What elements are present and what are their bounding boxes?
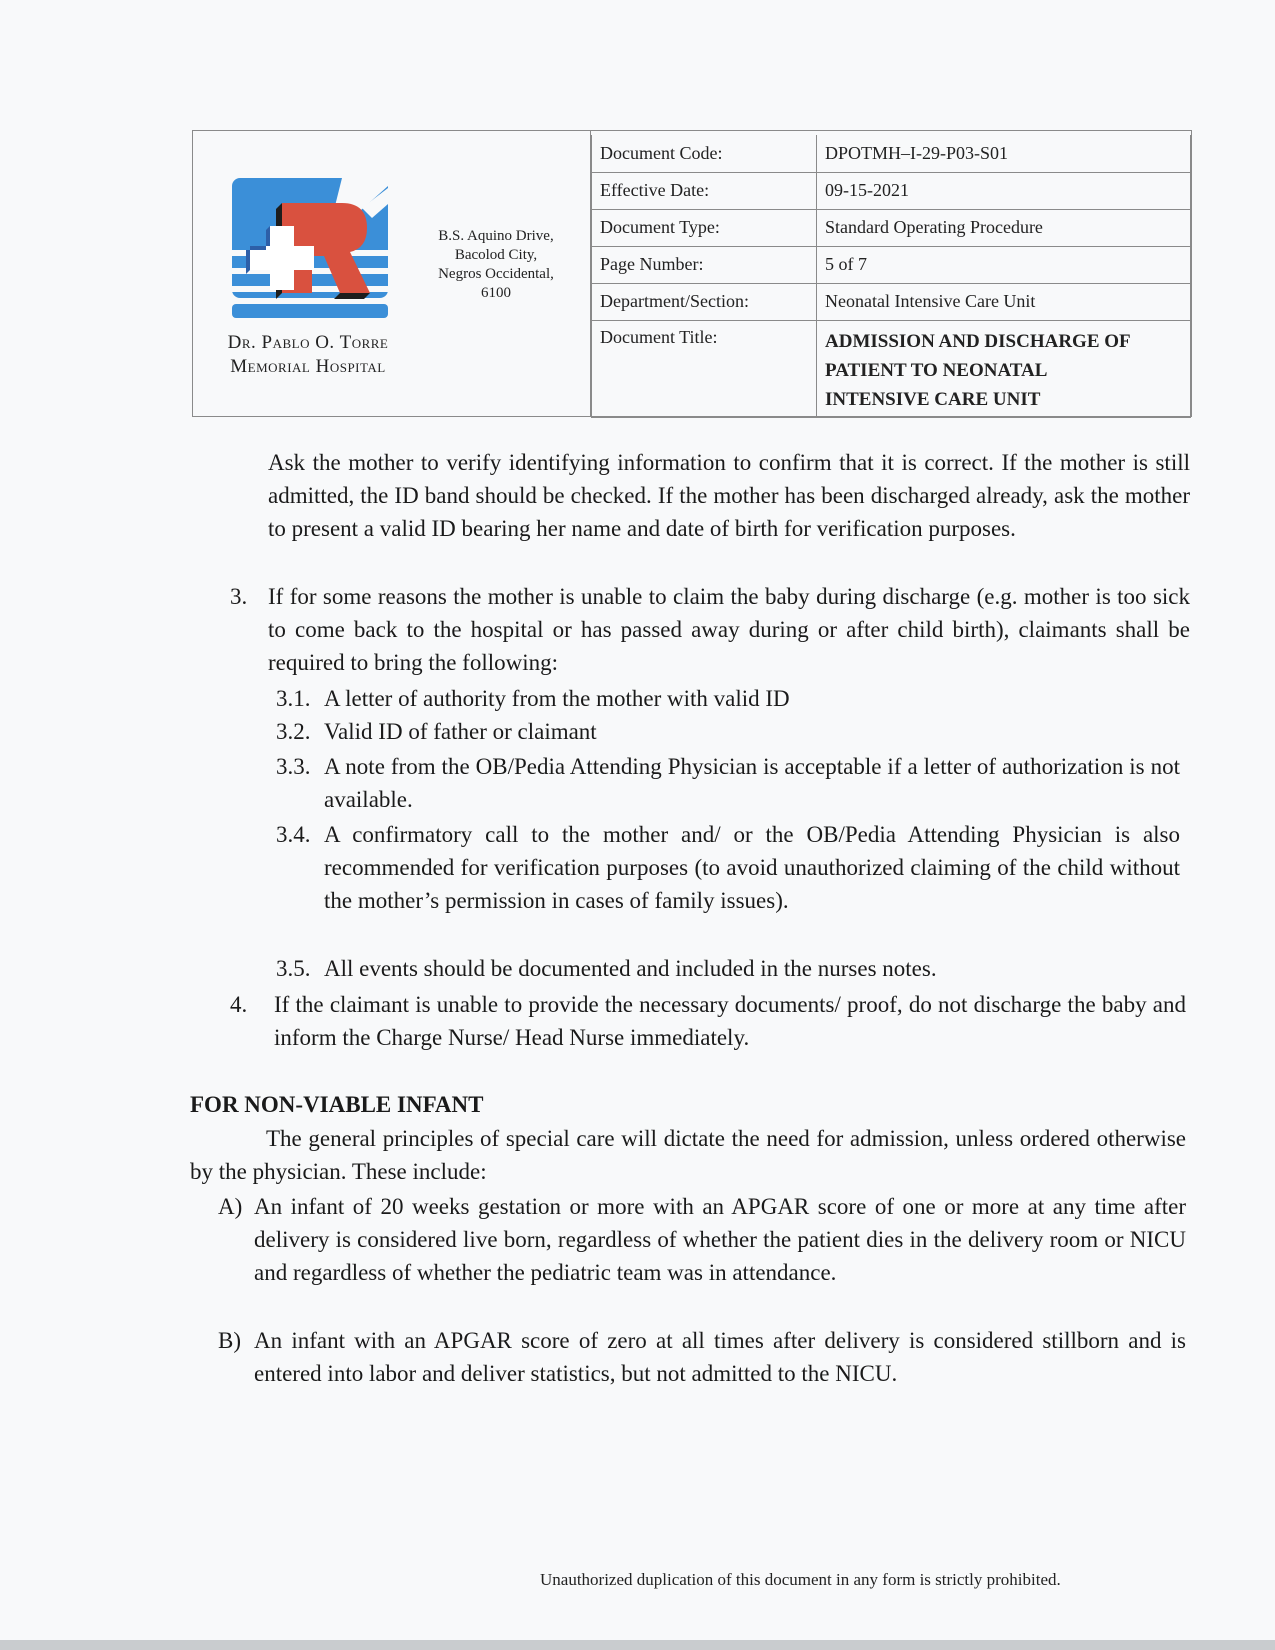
sublist-item: All events should be documented and included in the nurses notes. [324, 956, 937, 981]
sublist-item: Valid ID of father or claimant [324, 719, 597, 744]
meta-row-effective-date [592, 172, 1191, 209]
hospital-name-line1: Dr. Pablo O. Torre [227, 332, 389, 353]
meta-label: Department/Section: [592, 283, 817, 320]
document-type-value: Standard Operating Procedure [817, 209, 1191, 246]
title-line: INTENSIVE CARE UNIT [825, 388, 1041, 410]
list-item-4: If the claimant is unable to provide the necessary documents/ proof, do not discharge the baby and inform the Charge Nurse/ Head Nurse immediately. [274, 992, 1186, 1050]
address-line: Bacolod City, [454, 247, 538, 263]
meta-row-department [592, 283, 1191, 320]
meta-row-document-type [592, 209, 1191, 246]
section-item-label: A) [218, 1194, 243, 1219]
meta-row-document-code [592, 135, 1191, 172]
meta-row-page-number [592, 246, 1191, 283]
meta-label: Effective Date: [592, 172, 817, 209]
address-line: B.S. Aquino Drive, [438, 228, 554, 244]
document-code-value: DPOTMH–I-29-P03-S01 [817, 135, 1191, 172]
sublist-item: A confirmatory call to the mother and/ or the OB/Pedia Attending Physician is also recommended for verification purposes (to avoid unauthorized claiming of the child without the mother’s permission in cases of family issues). [324, 822, 1180, 913]
hospital-address [421, 227, 571, 303]
sublist-item: A note from the OB/Pedia Attending Physician is acceptable if a letter of authorization is not available. [324, 754, 1180, 812]
document-header [192, 130, 1192, 417]
footer-notice: Unauthorized duplication of this document in any form is strictly prohibited. [540, 1570, 1061, 1589]
sublist-number: 3.3. [276, 754, 311, 779]
effective-date-value: 09-15-2021 [817, 172, 1191, 209]
hospital-name [193, 331, 423, 379]
page-edge [0, 1640, 1275, 1650]
sublist-number: 3.2. [276, 719, 311, 744]
document-title-value [817, 320, 1191, 417]
logo-cell [193, 131, 591, 416]
sublist-number: 3.1. [276, 686, 311, 711]
sublist-item: A letter of authority from the mother with valid ID [324, 686, 790, 711]
address-line: Negros Occidental, [438, 266, 554, 282]
hospital-logo-cross-r-icon [232, 178, 388, 330]
meta-label: Page Number: [592, 246, 817, 283]
title-line: PATIENT TO NEONATAL [825, 359, 1048, 381]
sublist-number: 3.4. [276, 822, 311, 847]
list-item-3: If for some reasons the mother is unable to claim the baby during discharge (e.g. mother is too sick to come back to the hospital or has passed away during or after child birth), claimants shall be required to bring the following: [268, 584, 1190, 675]
meta-label: Document Type: [592, 209, 817, 246]
section-item-b: An infant with an APGAR score of zero at all times after delivery is considered stillborn and is entered into labor and deliver statistics, but not admitted to the NICU. [254, 1328, 1186, 1386]
list-number: 4. [230, 992, 248, 1017]
intro-paragraph: Ask the mother to verify identifying information to confirm that it is correct. If the mother is still admitted, the ID band should be checked. If the mother has been discharged already, ask the mother to present a valid ID bearing her name and date of birth for verification purposes. [268, 450, 1190, 541]
section-item-a: An infant of 20 weeks gestation or more with an APGAR score of one or more at any time after delivery is considered live born, regardless of whether the patient dies in the delivery room or NICU and regardless of whether the pediatric team was in attendance. [254, 1194, 1186, 1285]
sublist-number: 3.5. [276, 956, 311, 981]
department-value: Neonatal Intensive Care Unit [817, 283, 1191, 320]
address-line: 6100 [481, 285, 511, 301]
title-line: ADMISSION AND DISCHARGE OF [825, 330, 1131, 352]
page-number-value: 5 of 7 [817, 246, 1191, 283]
meta-label: Document Title: [592, 320, 817, 417]
meta-label: Document Code: [592, 135, 817, 172]
section-heading: FOR NON-VIABLE INFANT [190, 1092, 484, 1117]
hospital-name-line2: Memorial Hospital [230, 356, 386, 377]
section-intro: The general principles of special care will dictate the need for admission, unless ordered otherwise by the physician. These include: [190, 1126, 1186, 1184]
section-item-label: B) [218, 1328, 241, 1353]
list-number: 3. [230, 584, 248, 609]
document-meta-table [591, 135, 1191, 418]
meta-row-document-title [592, 320, 1191, 417]
